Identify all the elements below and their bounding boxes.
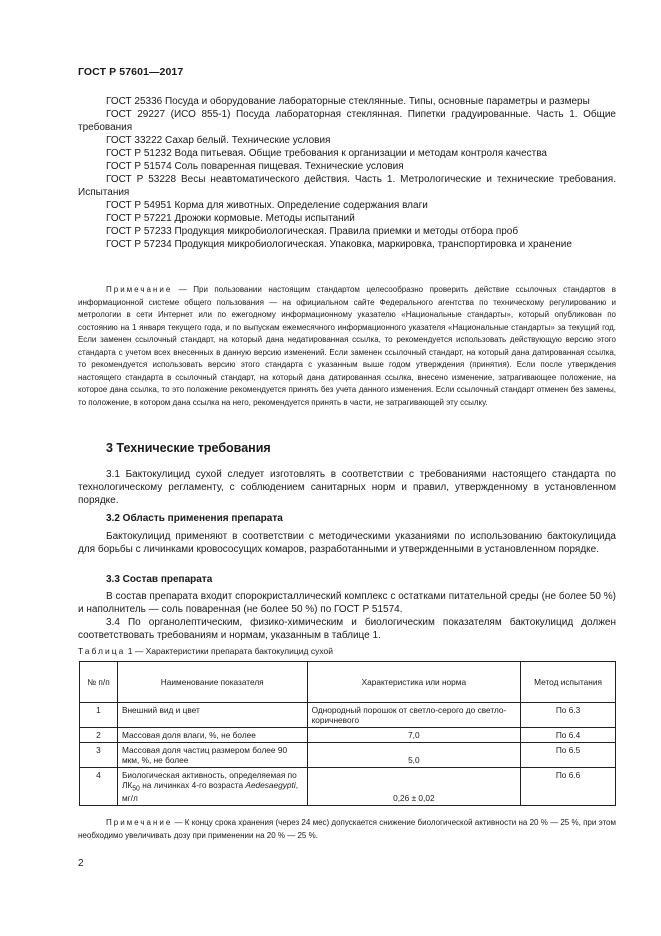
row-number: 1 — [80, 703, 118, 728]
subsection-title-3-3: 3.3 Состав препарата — [106, 574, 213, 585]
header-norm: Характеристика или норма — [307, 662, 521, 703]
indicator-unit: , мг/л — [121, 780, 298, 803]
row-indicator: Массовая доля частиц размером более 90 мкм, %, не более — [117, 743, 307, 768]
indicator-text: на личинках 4-го возраста — [139, 780, 246, 790]
reference-item: ГОСТ Р 54951 Корма для животных. Определение содержания влаги — [106, 200, 428, 211]
table-header-row — [80, 662, 616, 703]
row-number: 2 — [80, 728, 118, 743]
row-method: По 6.3 — [521, 703, 616, 728]
paragraph-3-4: 3.4 По органолептическим, физико-химическим и биологическим показателям бактокулицид должен соответствовать требованиям и нормам, указанным в таблице 1. — [78, 617, 616, 641]
table-caption-label: Таблица — [78, 646, 126, 656]
page-number: 2 — [78, 858, 84, 869]
characteristics-table — [79, 661, 616, 806]
reference-item: ГОСТ Р 53228 Весы неавтоматического действия. Часть 1. Метрологические и технические требования. Испытания — [78, 174, 616, 198]
row-norm: 7,0 — [307, 728, 521, 743]
row-method: По 6.5 — [521, 743, 616, 768]
note-label: Примечание — [106, 818, 173, 827]
table-row — [80, 703, 616, 728]
reference-item: ГОСТ Р 51232 Вода питьевая. Общие требования к организации и методам контроля качества — [106, 148, 547, 159]
paragraph-3-2: Бактокулицид применяют в соответствии с методическими указаниями по использованию бактокулицида для борьбы с личинками кровососущих комаров, разработанными и утвержденными в установленном порядке. — [78, 531, 616, 555]
section-title: 3 Технические требования — [106, 441, 271, 455]
row-indicator: Внешний вид и цвет — [117, 703, 307, 728]
note-text: — При пользовании настоящим стандартом целесообразно проверить действие ссылочных стандартов в информационной системе общего пользования — на официальном сайте Федерального агентства по техническому регулированию и метрологии в сети Интернет или по ежегодному информационному указателю «Национальные стандарты», который опубликован по состоянию на 1 января текущего года, и по выпускам ежемесячного информационного указателя «Национальные стандарты» за текущий год. Если заменен ссылочный стандарт, на который дана недатированная ссылка, то рекомендуется использовать действующую версию этого стандарта с учетом всех внесенных в данную версию изменений. Если заменен ссылочный стандарт, на который дана датированная ссылка, то рекомендуется использовать версию этого стандарта с указанным выше годом утверждения (принятия). Если после утверждения настоящего стандарта в ссылочный стандарт, на который дана датированная ссылка, внесено изменение, затрагивающее положение, на которое дана ссылка, то это положение рекомендуется принять без учета данного изменения. Если ссылочный стандарт отменен без замены, то положение, в котором дана ссылка на него, рекомендуется принять в части, не затрагивающей эту ссылку. — [78, 285, 616, 407]
reference-item: ГОСТ Р 57221 Дрожжи кормовые. Методы испытаний — [106, 213, 355, 224]
species-name: Aedesaegypti — [245, 780, 296, 790]
reference-item: ГОСТ 33222 Сахар белый. Технические условия — [106, 135, 331, 146]
paragraph-3-3: В состав препарата входит спорокристаллический комплекс с остатками питательной среды (не более 50 %) и наполнитель — соль поваренная (не более 50 %) по ГОСТ Р 51574. — [78, 591, 616, 615]
row-indicator: Массовая доля влаги, %, не более — [117, 728, 307, 743]
subsection-title-3-2: 3.2 Область применения препарата — [106, 513, 283, 524]
indicator-subscript: 50 — [132, 785, 140, 793]
note-label: Примечание — [106, 285, 173, 294]
normative-references-list — [78, 95, 616, 251]
reference-item: ГОСТ 29227 (ИСО 855-1) Посуда лабораторная стеклянная. Пипетки градуированные. Часть 1. Общие требования — [78, 109, 616, 133]
references-note — [78, 284, 616, 409]
reference-item: ГОСТ 25336 Посуда и оборудование лабораторные стеклянные. Типы, основные параметры и размеры — [106, 96, 590, 107]
note-text: — К концу срока хранения (через 24 мес) допускается снижение биологической активности на 20 % — 25 %, при этом необходимо увеличивать дозу при применении на 20 % — 25 %. — [78, 818, 616, 840]
row-norm: 5,0 — [307, 743, 521, 768]
header-number: № п/п — [80, 662, 118, 703]
table-row — [80, 743, 616, 768]
document-header: ГОСТ Р 57601—2017 — [78, 66, 184, 78]
row-indicator — [117, 768, 307, 806]
table-row — [80, 768, 616, 806]
table-caption-text: 1 — Характеристики препарата бактокулицид сухой — [125, 646, 333, 656]
row-number: 3 — [80, 743, 118, 768]
indicator-text: Биологическая активность, определяемая по ЛК — [121, 770, 297, 790]
row-number: 4 — [80, 768, 118, 806]
header-method: Метод испытания — [521, 662, 616, 703]
header-indicator: Наименование показателя — [117, 662, 307, 703]
reference-item: ГОСТ Р 51574 Соль поваренная пищевая. Технические условия — [106, 161, 404, 172]
row-method: По 6.6 — [521, 768, 616, 806]
table-note — [78, 817, 616, 842]
table-caption — [78, 646, 333, 656]
reference-item: ГОСТ Р 57233 Продукция микробиологическая. Правила приемки и методы отбора проб — [106, 226, 519, 237]
row-method: По 6.4 — [521, 728, 616, 743]
paragraph-3-1: 3.1 Бактокулицид сухой следует изготовлять в соответствии с требованиями настоящего стандарта по технологическому регламенту, с соблюдением санитарных норм и правил, утвержденному в установленном порядке. — [78, 469, 616, 506]
row-norm: Однородный порошок от светло-серого до светло-коричневого — [307, 703, 521, 728]
row-norm: 0,26 ± 0,02 — [307, 768, 521, 806]
table-row — [80, 728, 616, 743]
reference-item: ГОСТ Р 57234 Продукция микробиологическая. Упаковка, маркировка, транспортировка и хранение — [106, 239, 572, 250]
